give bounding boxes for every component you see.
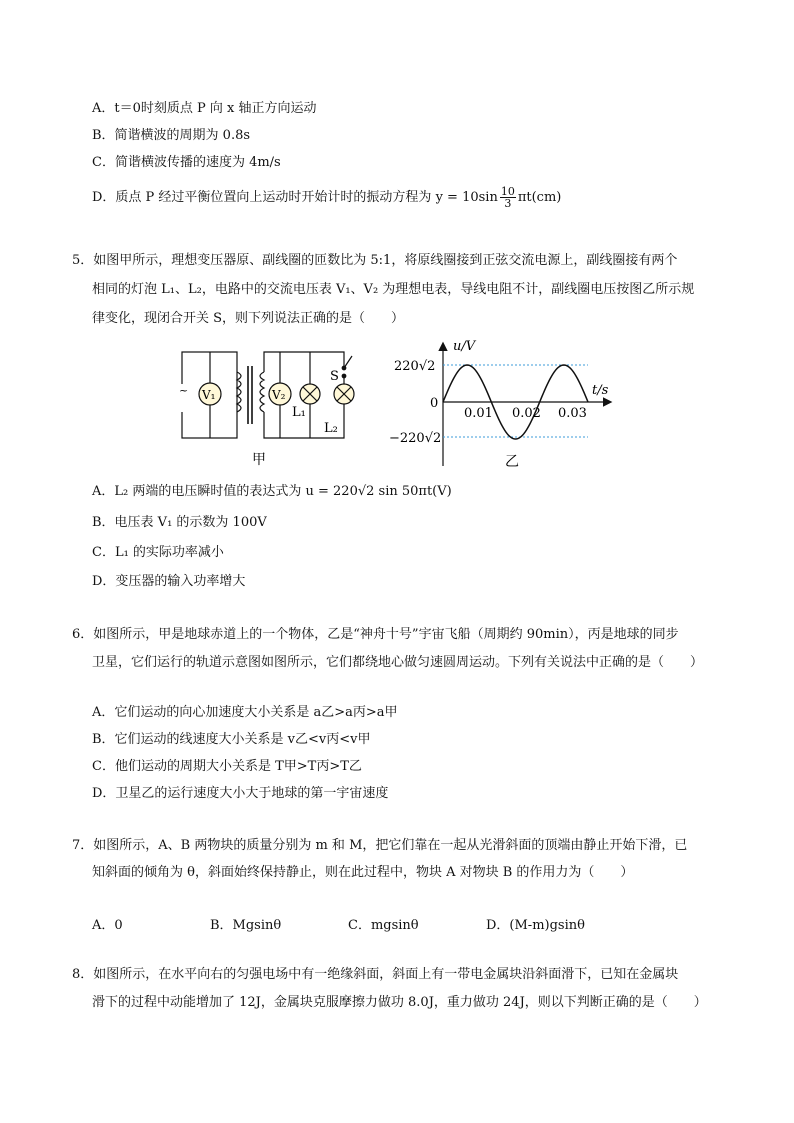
- q5-option-c: C．L₁ 的实际功率减小: [92, 545, 224, 560]
- q5-stem-line2: 相同的灯泡 L₁、L₂，电路中的交流电压表 V₁、V₂ 为理想电表，导线电阻不计，副线圈电压按图乙所示规: [92, 282, 695, 297]
- q5-stem-line3: 律变化，现闭合开关 S，则下列说法正确的是（ ）: [92, 311, 405, 326]
- q6-option-c: C．他们运动的周期大小关系是 T甲>T丙>T乙: [92, 759, 362, 774]
- q5-option-a: A．L₂ 两端的电压瞬时值的表达式为 u = 220√2 sin 50πt(V): [92, 484, 452, 499]
- q4-option-c: C．简谐横波传播的速度为 4m/s: [92, 155, 281, 170]
- q4-option-b: B．简谐横波的周期为 0.8s: [92, 128, 251, 143]
- q5-xtick-0-02: 0.02: [512, 406, 541, 421]
- q7-option-d: D．(M-m)gsinθ: [486, 918, 585, 933]
- q5-caption-yi: 乙: [505, 454, 519, 470]
- q4-option-d: [92, 182, 561, 214]
- q5-label-l1: L₁: [292, 405, 306, 420]
- q8-stem-line1: 8．如图所示，在水平向右的匀强电场中有一绝缘斜面，斜面上有一带电金属块沿斜面滑下，已知在金属块: [72, 967, 679, 982]
- q6-option-a: A．它们运动的向心加速度大小关系是 a乙>a丙>a甲: [92, 705, 398, 720]
- q5-figure-jia: [172, 342, 372, 472]
- q6-option-d: D．卫星乙的运行速度大小大于地球的第一宇宙速度: [92, 786, 389, 801]
- q4-option-a: A．t＝0时刻质点 P 向 x 轴正方向运动: [92, 101, 317, 116]
- q4-frac-den: 3: [504, 197, 512, 210]
- q7-stem-line1: 7．如图所示，A、B 两物块的质量分别为 m 和 M，把它们靠在一起从光滑斜面的顶端由静止开始下滑，已: [72, 838, 688, 853]
- q5-caption-jia: 甲: [252, 452, 266, 468]
- q5-origin: 0: [430, 396, 439, 411]
- q6-option-b: B．它们运动的线速度大小关系是 v乙<v丙<v甲: [92, 732, 371, 747]
- q5-xtick-0-01: 0.01: [464, 406, 493, 421]
- q6-stem-line1: 6．如图所示，甲是地球赤道上的一个物体，乙是“神舟十号”宇宙飞船（周期约 90min），丙是地球的同步: [72, 627, 679, 642]
- q4-option-d-formula-left: y = 10sin: [435, 190, 498, 205]
- q5-primary-coil: [237, 372, 241, 412]
- q5-ac-symbol: ~: [179, 384, 189, 397]
- q5-option-b: B．电压表 V₁ 的示数为 100V: [92, 515, 267, 530]
- q5-ytick-bottom: −220√2: [389, 431, 442, 446]
- q5-xlabel: t/s: [592, 383, 609, 398]
- q4-option-d-fraction: [500, 186, 516, 209]
- q5-xtick-0-03: 0.03: [558, 406, 587, 421]
- q5-label-v1: V₁: [202, 388, 216, 402]
- q5-secondary-coil: [260, 372, 264, 412]
- q4-option-d-formula-right: πt(cm): [517, 190, 562, 205]
- q5-label-l2: L₂: [324, 421, 338, 436]
- q5-ylabel: u/V: [453, 339, 476, 354]
- q4-option-d-text: D．质点 P 经过平衡位置向上运动时开始计时的振动方程为: [92, 190, 432, 205]
- q7-option-b: B．Mgsinθ: [210, 918, 282, 933]
- q5-stem-line1: 5．如图甲所示，理想变压器原、副线圈的匝数比为 5:1，将原线圈接到正弦交流电源上，副线圈接有两个: [72, 253, 678, 268]
- q4-frac-num: 10: [500, 185, 515, 198]
- q8-stem-line2: 滑下的过程中动能增加了 12J，金属块克服摩擦力做功 8.0J，重力做功 24J，则以下判断正确的是（ ）: [92, 995, 707, 1010]
- q7-stem-line2: 知斜面的倾角为 θ，斜面始终保持静止，则在此过程中，物块 A 对物块 B 的作用力为（ ）: [92, 865, 634, 880]
- q5-label-v2: V₂: [272, 388, 286, 402]
- q7-option-a: A．0: [92, 918, 123, 933]
- q5-ytick-top: 220√2: [394, 359, 436, 374]
- q5-option-d: D．变压器的输入功率增大: [92, 574, 246, 589]
- q5-figure-yi: [388, 338, 618, 474]
- q5-label-s: S: [330, 369, 339, 384]
- q7-option-c: C．mgsinθ: [348, 918, 419, 933]
- q6-stem-line2: 卫星，它们运行的轨道示意图如图所示，它们都绕地心做匀速圆周运动。下列有关说法中正确的是（ ）: [92, 655, 704, 670]
